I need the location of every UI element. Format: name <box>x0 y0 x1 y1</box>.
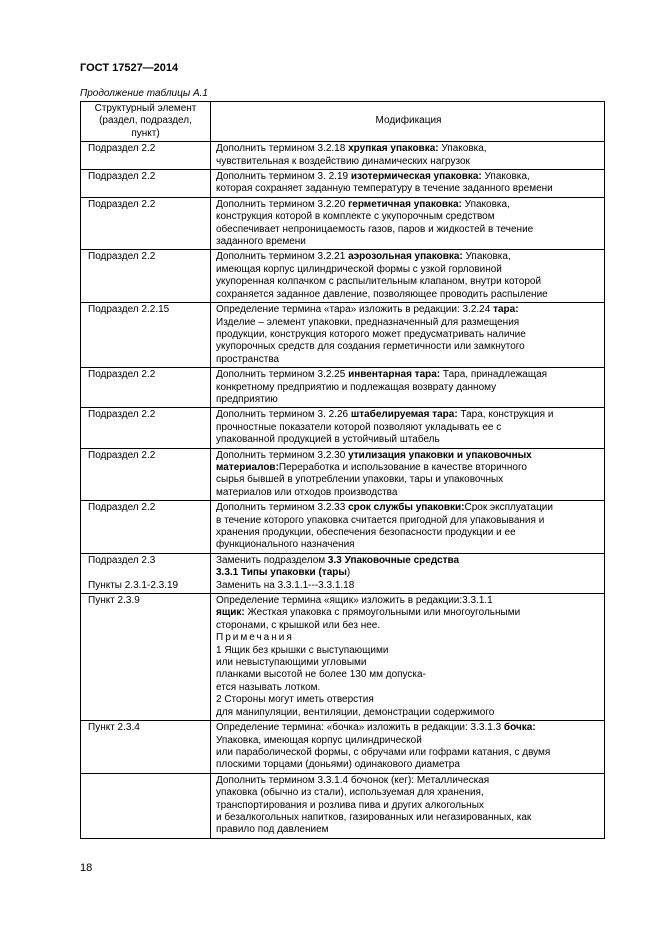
structural-element-label: Пункт 2.3.4 <box>88 722 140 734</box>
structural-element-cell <box>81 142 211 170</box>
table-row <box>81 448 605 501</box>
text-segment: Дополнить термином 3.2.18 <box>216 143 349 155</box>
modification-cell <box>211 501 605 554</box>
term-name: 3.3 Упаковочные средства <box>327 554 460 566</box>
text-segment: заданного времени <box>216 236 306 248</box>
modification-line <box>216 462 601 474</box>
term-name: срок службы упаковки: <box>348 502 465 514</box>
table-row <box>81 773 605 838</box>
text-segment: укупоренная колпачком с распылительным клапаном, внутри которой <box>216 276 542 288</box>
term-name: ящик: <box>216 607 245 619</box>
text-segment: Заменить подразделом <box>216 554 328 566</box>
table-row <box>81 721 605 774</box>
text-segment: Дополнить термином 3. 2.19 <box>216 171 351 183</box>
structural-element-label <box>86 775 207 787</box>
modification-line <box>216 143 601 155</box>
modification-line <box>216 722 601 734</box>
text-segment: или параболической формы, с обручами или гофрами катания, с двумя <box>216 746 551 758</box>
text-segment: 2 Стороны могут иметь отверстия <box>216 694 374 706</box>
text-segment: Дополнить термином 3.2.21 <box>216 251 349 263</box>
modification-cell <box>211 197 605 250</box>
modification-line <box>216 474 601 486</box>
modification-line <box>216 224 601 236</box>
text-segment: сторонами, с крышкой или без нее. <box>216 619 381 631</box>
modification-cell <box>211 773 605 838</box>
text-segment: Упаковка, <box>481 171 530 183</box>
modification-line <box>216 707 601 719</box>
text-segment: сохраняется заданное давление, позволяющее проводить распыление <box>216 288 548 300</box>
modification-cell <box>211 170 605 198</box>
text-segment: правило под давлением <box>216 824 329 836</box>
text-segment: Дополнить термином 3.2.30 <box>216 449 349 461</box>
modification-line <box>216 800 601 812</box>
structural-element-label: Подраздел 2.2 <box>88 143 156 155</box>
text-segment: ) <box>346 567 351 579</box>
modification-line <box>216 236 601 248</box>
table-row <box>81 501 605 554</box>
text-segment: 1 Ящик без крышки с выступающими <box>216 644 389 656</box>
text-segment: Срок эксплуатации <box>464 502 553 514</box>
modification-line <box>216 775 601 787</box>
text-segment: Определение термина «тара» изложить в редакции: 3.2.24 <box>216 304 494 316</box>
modification-cell <box>211 142 605 170</box>
modification-line <box>216 645 601 657</box>
text-segment: Дополнить термином 3.2.25 <box>216 369 349 381</box>
modification-cell <box>211 408 605 448</box>
text-segment: транспортирования и розлива пива и других алкогольных <box>216 799 484 811</box>
structural-element-cell <box>81 501 211 554</box>
text-segment: конструкция которой в комплекте с укупорочным средством <box>216 211 495 223</box>
table-row <box>81 553 605 593</box>
structural-element-cell <box>81 721 211 774</box>
structural-element-cell <box>81 303 211 368</box>
text-segment: пространства <box>216 353 280 365</box>
document-code: ГОСТ 17527—2014 <box>80 62 179 74</box>
modification-line <box>216 580 601 592</box>
structural-element-label <box>86 567 207 579</box>
term-name: материалов: <box>216 461 279 473</box>
text-segment: Упаковка, <box>461 198 510 210</box>
modification-line <box>216 369 601 381</box>
structural-element-label: Пункты 2.3.1-2.3.19 <box>88 579 179 591</box>
structural-element-cell <box>81 250 211 303</box>
text-segment: упаковка (обычно из стали), используемая для хранения, <box>216 787 484 799</box>
text-segment: Изделие – элемент упаковки, предназначенный для размещения <box>216 316 520 328</box>
modification-line <box>216 735 601 747</box>
modification-line <box>216 539 601 551</box>
modification-line <box>216 450 601 462</box>
modification-line <box>216 759 601 771</box>
text-segment: хранения продукции, обеспечения безопасности продукции и ее <box>216 527 516 538</box>
modification-line <box>216 304 601 316</box>
structural-element-label: Подраздел 2.2 <box>88 171 156 183</box>
structural-element-label: Подраздел 2.2 <box>88 251 156 263</box>
modification-line <box>216 632 601 644</box>
structural-element-label: Подраздел 2.2 <box>88 449 156 461</box>
structural-element-cell <box>81 594 211 721</box>
modification-line <box>216 156 601 168</box>
text-segment: материалов или отходов производства <box>216 486 398 498</box>
table-row <box>81 197 605 250</box>
modification-line <box>216 409 601 421</box>
text-segment: Определение термина: «бочка» изложить в редакции: 3.3.1.3 <box>216 722 504 734</box>
text-segment: Тара, конструкция и <box>457 409 554 421</box>
text-segment: обеспечивает непроницаемость газов, паров и жидкостей в течение <box>216 223 534 235</box>
term-name: штабелируемая тара: <box>350 409 458 421</box>
table-row <box>81 170 605 198</box>
text-segment: которая сохраняет заданную температуру в течение заданного времени <box>216 183 553 195</box>
modification-cell <box>211 553 605 593</box>
modification-line <box>216 694 601 706</box>
text-segment: функционального назначения <box>216 539 355 551</box>
term-name: 3.3.1 Типы упаковки (тары <box>216 567 347 579</box>
structural-element-label: Подраздел 2.2 <box>88 198 156 210</box>
table-continuation-caption: Продолжение таблицы А.1 <box>80 88 208 99</box>
modification-line <box>216 276 601 288</box>
modification-line <box>216 341 601 353</box>
text-segment: укупорочных средств для создания герметичности или замкнутого <box>216 341 525 353</box>
notes-heading: Примечания <box>216 632 294 644</box>
text-segment: Определение термина «ящик» изложить в редакции:3.3.1.1 <box>216 595 493 607</box>
column-header-element: Структурный элемент (раздел, подраздел, пункт) <box>81 102 211 142</box>
modification-line <box>216 787 601 799</box>
modification-line <box>216 171 601 183</box>
text-segment: ется называть лотком. <box>216 681 321 693</box>
text-segment: Упаковка, имеющая корпус цилиндрической <box>216 734 422 746</box>
modification-line <box>216 747 601 759</box>
modification-line <box>216 211 601 223</box>
structural-element-cell <box>81 368 211 408</box>
text-segment: для манипуляции, вентиляции, демонстрации содержимого <box>216 706 495 718</box>
modification-line <box>216 824 601 836</box>
term-name: герметичная упаковка: <box>348 198 462 210</box>
modification-line <box>216 264 601 276</box>
modification-line <box>216 422 601 434</box>
modification-line <box>216 183 601 195</box>
term-name: изотермическая упаковка: <box>350 171 482 183</box>
structural-element-cell <box>81 408 211 448</box>
text-segment: предприятию <box>216 393 278 405</box>
modification-line <box>216 329 601 341</box>
modification-line <box>216 515 601 527</box>
modification-line <box>216 317 601 329</box>
text-segment: имеющая корпус цилиндрической формы с узкой горловиной <box>216 263 502 275</box>
page-number: 18 <box>80 862 93 874</box>
structural-element-cell <box>81 553 211 593</box>
modification-line <box>216 682 601 694</box>
modification-cell <box>211 303 605 368</box>
structural-element-cell <box>81 170 211 198</box>
modification-cell <box>211 594 605 721</box>
modification-line <box>216 289 601 301</box>
modification-line <box>216 657 601 669</box>
table-row <box>81 303 605 368</box>
text-segment: Переработка и использование в качестве вторичного <box>278 461 527 473</box>
text-segment: Жесткая упаковка с прямоугольными или многоугольными <box>244 607 521 619</box>
text-segment: продукции, конструкция которого может предусматривать наличие <box>216 328 526 340</box>
term-name: аэрозольная упаковка: <box>348 251 463 263</box>
modification-cell <box>211 368 605 408</box>
modification-line <box>216 434 601 446</box>
table-row <box>81 408 605 448</box>
text-segment: чувствительная к воздействию динамических нагрузок <box>216 155 470 167</box>
term-name: утилизация упаковки и упаковочных <box>348 449 532 461</box>
structural-element-label: Подраздел 2.2.15 <box>88 304 170 316</box>
structural-element-cell <box>81 448 211 501</box>
column-header-modification: Модификация <box>211 102 605 142</box>
term-name: инвентарная тара: <box>348 369 441 381</box>
text-segment: прочностные показатели которой позволяют укладывать ее с <box>216 421 502 433</box>
text-segment: Упаковка, <box>438 143 487 155</box>
text-segment: Дополнить термином 3.3.1.4 бочонок (кег): Металлическая <box>216 774 490 786</box>
text-segment: конкретному предприятию и подлежащая возврату данному <box>216 381 497 393</box>
term-name: хрупкая упаковка: <box>348 143 439 155</box>
modification-line <box>216 595 601 607</box>
table-row <box>81 250 605 303</box>
structural-element-cell <box>81 773 211 838</box>
term-name: тара: <box>493 304 519 316</box>
term-name: бочка: <box>503 722 536 734</box>
modification-line <box>216 487 601 499</box>
modifications-table <box>80 101 605 839</box>
text-segment: сырья бывшей в употреблении упаковки, тары и упаковочных <box>216 474 504 486</box>
modification-line <box>216 527 601 539</box>
modification-line <box>216 555 601 567</box>
structural-element-label: Подраздел 2.2 <box>88 502 156 514</box>
text-segment: Дополнить термином 3.2.20 <box>216 198 349 210</box>
modification-line <box>216 620 601 632</box>
text-segment: планками высотой не более 130 мм допуска- <box>216 669 426 681</box>
structural-element-label: Подраздел 2.2 <box>88 369 156 381</box>
text-segment: Дополнить термином 3.2.33 <box>216 502 349 514</box>
modification-cell <box>211 721 605 774</box>
text-segment: в течение которого упаковка считается пригодной для упаковывания и <box>216 514 545 526</box>
modification-line <box>216 607 601 619</box>
table-row <box>81 142 605 170</box>
text-segment: Дополнить термином 3. 2.26 <box>216 409 351 421</box>
table-row <box>81 368 605 408</box>
modification-line <box>216 382 601 394</box>
modification-line <box>216 251 601 263</box>
modification-line <box>216 394 601 406</box>
structural-element-label: Подраздел 2.2 <box>88 409 156 421</box>
modification-line <box>216 669 601 681</box>
text-segment: Упаковка, <box>462 251 511 263</box>
modification-line <box>216 502 601 514</box>
structural-element-label: Пункт 2.3.9 <box>88 595 140 607</box>
modification-cell <box>211 448 605 501</box>
modification-line <box>216 354 601 366</box>
structural-element-label: Подраздел 2.3 <box>88 554 156 566</box>
text-segment: Тара, принадлежащая <box>440 369 548 381</box>
table-row <box>81 594 605 721</box>
modification-cell <box>211 250 605 303</box>
text-segment: Заменить на 3.3.1.1---3.3.1.18 <box>216 579 355 591</box>
text-segment: или невыступающими угловыми <box>216 657 367 669</box>
text-segment: упакованной продукцией в устойчивый штабель <box>216 434 440 446</box>
modification-line <box>216 812 601 824</box>
structural-element-cell <box>81 197 211 250</box>
text-segment: и безалкогольных напитков, газированных или негазированных, как <box>216 811 532 823</box>
modification-line <box>216 567 601 579</box>
text-segment: плоскими торцами (доньями) одинакового диаметра <box>216 759 460 771</box>
modification-line <box>216 199 601 211</box>
table-header-row <box>81 102 605 142</box>
